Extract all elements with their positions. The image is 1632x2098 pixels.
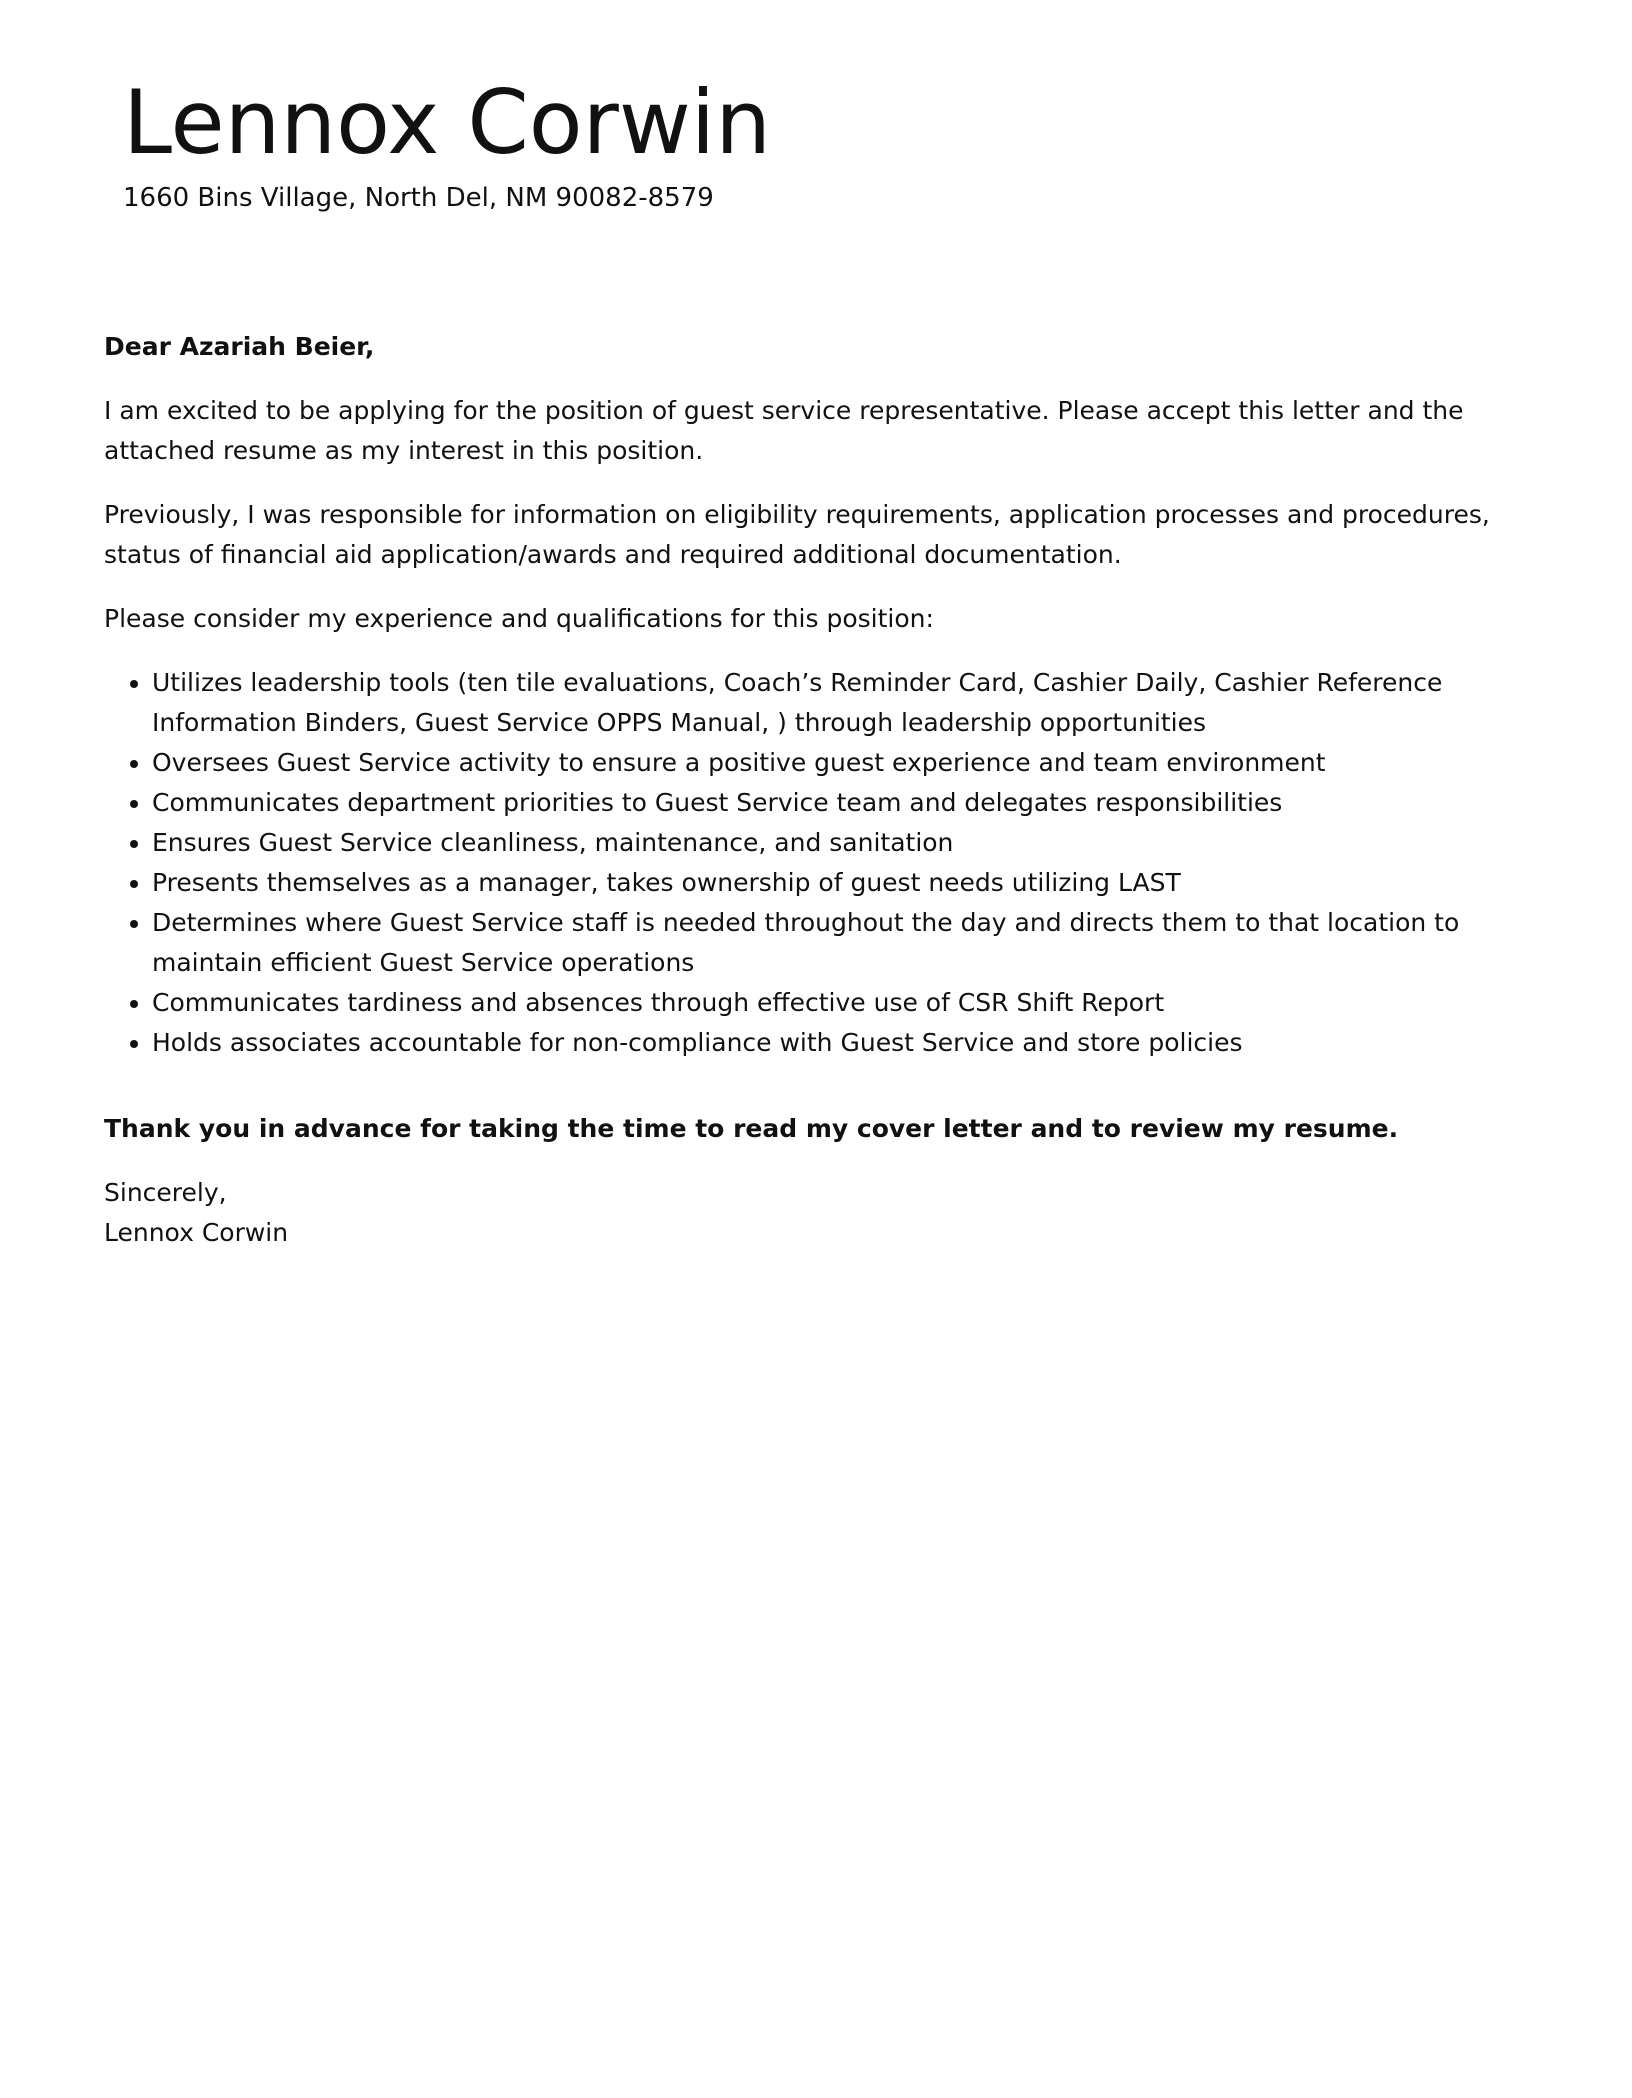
list-item: • Communicates department priorities to Guest Service team and delegates responsibilities [152,783,1524,823]
closing-statement: Thank you in advance for taking the time to read my cover letter and to review my resume. [104,1114,1399,1143]
signature-name: Lennox Corwin [104,1218,289,1247]
list-item: • Communicates tardiness and absences through effective use of CSR Shift Report [152,983,1524,1023]
list-item: • Determines where Guest Service staff is needed throughout the day and directs them to that location to maintain efficient Guest Service operations [152,903,1524,983]
intro-paragraph: I am excited to be applying for the position of guest service representative. Please accept this letter and the attached resume as my interest in this position. [104,396,1464,465]
salutation: Dear Azariah Beier, [104,332,375,361]
list-item: • Presents themselves as a manager, takes ownership of guest needs utilizing LAST [152,863,1524,903]
signoff: Sincerely, [104,1178,227,1207]
sender-name: Lennox Corwin [123,71,772,174]
experience-paragraph: Previously, I was responsible for information on eligibility requirements, application processes and procedures, status of financial aid application/awards and required additional documentation. [104,500,1490,569]
list-item: • Utilizes leadership tools (ten tile evaluations, Coach’s Reminder Card, Cashier Daily, Cashier Reference Information Binders, Guest Service OPPS Manual, ) through leadership opportunities [152,663,1524,743]
letter-header [123,71,772,216]
letter-body [104,327,1524,1253]
sender-address: 1660 Bins Village, North Del, NM 90082-8579 [123,182,714,213]
list-item: • Oversees Guest Service activity to ensure a positive guest experience and team environment [152,743,1524,783]
qualifications-intro: Please consider my experience and qualifications for this position: [104,604,934,633]
list-item: • Ensures Guest Service cleanliness, maintenance, and sanitation [152,823,1524,863]
qualifications-list [104,663,1524,1063]
list-item: • Holds associates accountable for non-compliance with Guest Service and store policies [152,1023,1524,1063]
